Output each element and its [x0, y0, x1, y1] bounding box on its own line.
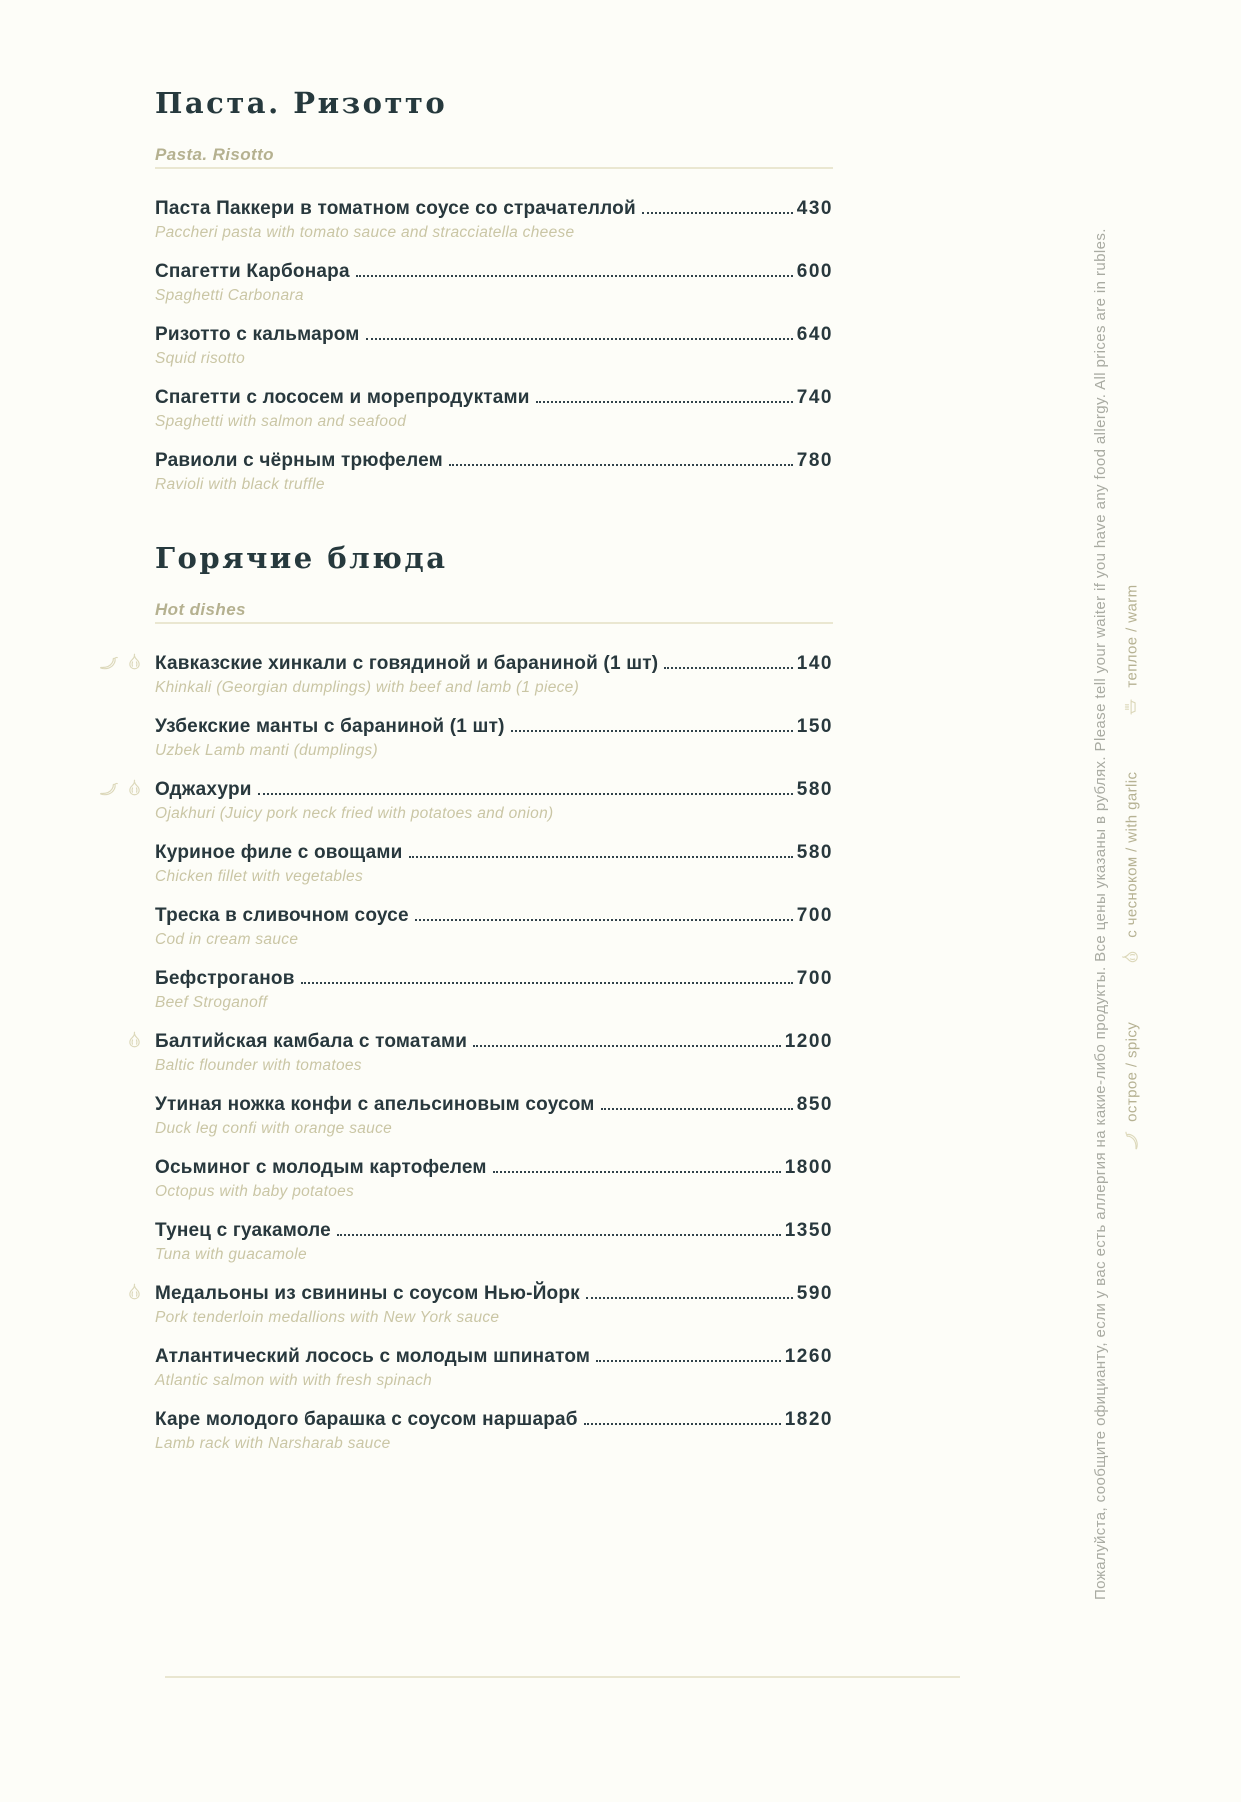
- item-description: Beef Stroganoff: [155, 994, 268, 1011]
- item-line: [155, 385, 833, 410]
- menu-item: [155, 1029, 833, 1076]
- dot-leader: [511, 730, 793, 732]
- item-price: 150: [796, 716, 833, 737]
- item-name: Тунец с гуакамоле: [155, 1220, 331, 1241]
- section-subtitle: [155, 145, 833, 169]
- item-line: [155, 1407, 833, 1432]
- section-subtitle-label: Hot dishes: [155, 600, 246, 619]
- legend-entry-spicy: [1121, 1022, 1142, 1152]
- item-line: [155, 1092, 833, 1117]
- item-name: Осьминог с молодым картофелем: [155, 1157, 487, 1178]
- menu-item: [155, 1092, 833, 1139]
- item-price: 1260: [784, 1346, 833, 1367]
- menu-item: [155, 322, 833, 369]
- item-line: [155, 903, 833, 928]
- item-name: Атлантический лосось с молодым шпинатом: [155, 1346, 591, 1367]
- item-description: Baltic flounder with tomatoes: [155, 1057, 362, 1074]
- item-price: 1800: [784, 1157, 833, 1178]
- item-name: Паста Паккери в томатном соусе со страчателлой: [155, 198, 636, 219]
- spicy-icon: [1121, 1131, 1142, 1152]
- item-price: 700: [796, 905, 833, 926]
- item-description: Ravioli with black truffle: [155, 476, 325, 493]
- item-line: [155, 322, 833, 347]
- item-line: [155, 966, 833, 991]
- section-subtitle: [155, 600, 833, 624]
- dot-leader: [601, 1108, 793, 1110]
- dot-leader: [664, 667, 793, 669]
- item-description: Ojakhuri (Juicy pork neck fried with potatoes and onion): [155, 805, 554, 822]
- allergy-notice: [1092, 190, 1110, 1600]
- item-price: 740: [796, 387, 833, 408]
- item-line: [155, 840, 833, 865]
- dot-leader: [449, 464, 793, 466]
- item-name: Треска в сливочном соусе: [155, 905, 409, 926]
- item-description: Duck leg confi with orange sauce: [155, 1120, 393, 1137]
- garlic-icon: [124, 1283, 145, 1304]
- dot-leader: [536, 401, 793, 403]
- dot-leader: [586, 1297, 793, 1299]
- menu-item: [155, 1218, 833, 1265]
- item-price: 580: [796, 779, 833, 800]
- item-description: Atlantic salmon with with fresh spinach: [155, 1372, 433, 1389]
- legend-label: с чесноком / with garlic: [1123, 771, 1140, 938]
- menu-content: [155, 86, 833, 1470]
- item-description: Lamb rack with Narsharab sauce: [155, 1435, 391, 1452]
- item-description: Tuna with guacamole: [155, 1246, 307, 1263]
- warm-icon: [1121, 697, 1142, 718]
- item-description: Octopus with baby potatoes: [155, 1183, 355, 1200]
- allergy-notice-text: Пожалуйста, сообщите официанту, если у вас есть аллергия на какие-либо продукты. Все цены указаны в рублях. Please tell your waiter if you have any food allergy. All prices are in rubles.: [1092, 228, 1109, 1600]
- item-description: Pork tenderloin medallions with New York sauce: [155, 1309, 500, 1326]
- garlic-icon: [1121, 947, 1142, 968]
- garlic-icon: [124, 653, 145, 674]
- item-icons: [87, 653, 145, 674]
- item-name: Каре молодого барашка с соусом наршараб: [155, 1409, 578, 1430]
- item-description: Uzbek Lamb manti (dumplings): [155, 742, 378, 759]
- item-line: [155, 777, 833, 802]
- dot-leader: [493, 1171, 781, 1173]
- item-name: Ризотто с кальмаром: [155, 324, 360, 345]
- item-name: Спагетти с лососем и морепродуктами: [155, 387, 530, 408]
- item-price: 850: [796, 1094, 833, 1115]
- item-name: Утиная ножка конфи с апельсиновым соусом: [155, 1094, 595, 1115]
- item-list: [155, 651, 833, 1454]
- item-line: [155, 651, 833, 676]
- menu-item: [155, 196, 833, 243]
- legend: [1119, 585, 1145, 1160]
- item-line: [155, 1155, 833, 1180]
- section-title: Паста. Ризотто: [155, 86, 448, 120]
- dot-leader: [642, 212, 793, 214]
- item-name: Бефстроганов: [155, 968, 295, 989]
- item-icons: [87, 779, 145, 800]
- dot-leader: [473, 1045, 781, 1047]
- dot-leader: [258, 793, 793, 795]
- menu-item: [155, 385, 833, 432]
- item-name: Спагетти Карбонара: [155, 261, 350, 282]
- item-description: Paccheri pasta with tomato sauce and stracciatella cheese: [155, 224, 575, 241]
- menu-item: [155, 1344, 833, 1391]
- legend-label: теплое / warm: [1123, 584, 1140, 688]
- item-icons: [87, 1031, 145, 1052]
- item-name: Узбекские манты с бараниной (1 шт): [155, 716, 505, 737]
- section-subtitle-label: Pasta. Risotto: [155, 145, 274, 164]
- menu-item: [155, 1407, 833, 1454]
- item-price: 1820: [784, 1409, 833, 1430]
- dot-leader: [356, 275, 793, 277]
- menu-item: [155, 966, 833, 1013]
- dot-leader: [366, 338, 793, 340]
- item-line: [155, 259, 833, 284]
- menu-item: [155, 1281, 833, 1328]
- menu-item: [155, 777, 833, 824]
- item-description: Cod in cream sauce: [155, 931, 299, 948]
- section-title: Горячие блюда: [155, 541, 448, 575]
- item-price: 600: [796, 261, 833, 282]
- item-description: Squid risotto: [155, 350, 246, 367]
- legend-entry-warm: [1121, 585, 1142, 718]
- item-description: Spaghetti with salmon and seafood: [155, 413, 407, 430]
- dot-leader: [415, 919, 793, 921]
- item-line: [155, 1344, 833, 1369]
- item-price: 1350: [784, 1220, 833, 1241]
- dot-leader: [584, 1423, 781, 1425]
- legend-label: острое / spicy: [1123, 1021, 1140, 1122]
- menu-item: [155, 1155, 833, 1202]
- menu-item: [155, 651, 833, 698]
- garlic-icon: [124, 779, 145, 800]
- section-pasta-risotto: [155, 86, 833, 495]
- menu-item: [155, 448, 833, 495]
- dot-leader: [596, 1360, 781, 1362]
- dot-leader: [337, 1234, 781, 1236]
- item-price: 700: [796, 968, 833, 989]
- spicy-icon: [98, 653, 119, 674]
- item-price: 140: [796, 653, 833, 674]
- garlic-icon: [124, 1031, 145, 1052]
- menu-item: [155, 903, 833, 950]
- menu-item: [155, 259, 833, 306]
- dot-leader: [409, 856, 793, 858]
- item-price: 590: [796, 1283, 833, 1304]
- item-line: [155, 1281, 833, 1306]
- menu-item: [155, 714, 833, 761]
- spicy-icon: [98, 779, 119, 800]
- legend-entry-garlic: [1121, 772, 1142, 968]
- item-line: [155, 448, 833, 473]
- item-icons: [87, 1283, 145, 1304]
- item-name: Куриное филе с овощами: [155, 842, 403, 863]
- menu-item: [155, 840, 833, 887]
- item-description: Spaghetti Carbonara: [155, 287, 304, 304]
- dot-leader: [301, 982, 793, 984]
- item-price: 430: [796, 198, 833, 219]
- item-name: Равиоли с чёрным трюфелем: [155, 450, 443, 471]
- item-line: [155, 1218, 833, 1243]
- item-price: 780: [796, 450, 833, 471]
- section-hot-dishes: [155, 541, 833, 1454]
- item-description: Khinkali (Georgian dumplings) with beef and lamb (1 piece): [155, 679, 580, 696]
- item-name: Кавказские хинкали с говядиной и бараниной (1 шт): [155, 653, 659, 674]
- item-price: 580: [796, 842, 833, 863]
- item-price: 1200: [784, 1031, 833, 1052]
- item-name: Балтийская камбала с томатами: [155, 1031, 468, 1052]
- item-line: [155, 714, 833, 739]
- item-description: Chicken fillet with vegetables: [155, 868, 364, 885]
- bottom-divider: [165, 1676, 960, 1678]
- item-line: [155, 196, 833, 221]
- item-price: 640: [796, 324, 833, 345]
- item-list: [155, 196, 833, 495]
- item-name: Медальоны из свинины с соусом Нью-Йорк: [155, 1283, 580, 1304]
- item-line: [155, 1029, 833, 1054]
- item-name: Оджахури: [155, 779, 252, 800]
